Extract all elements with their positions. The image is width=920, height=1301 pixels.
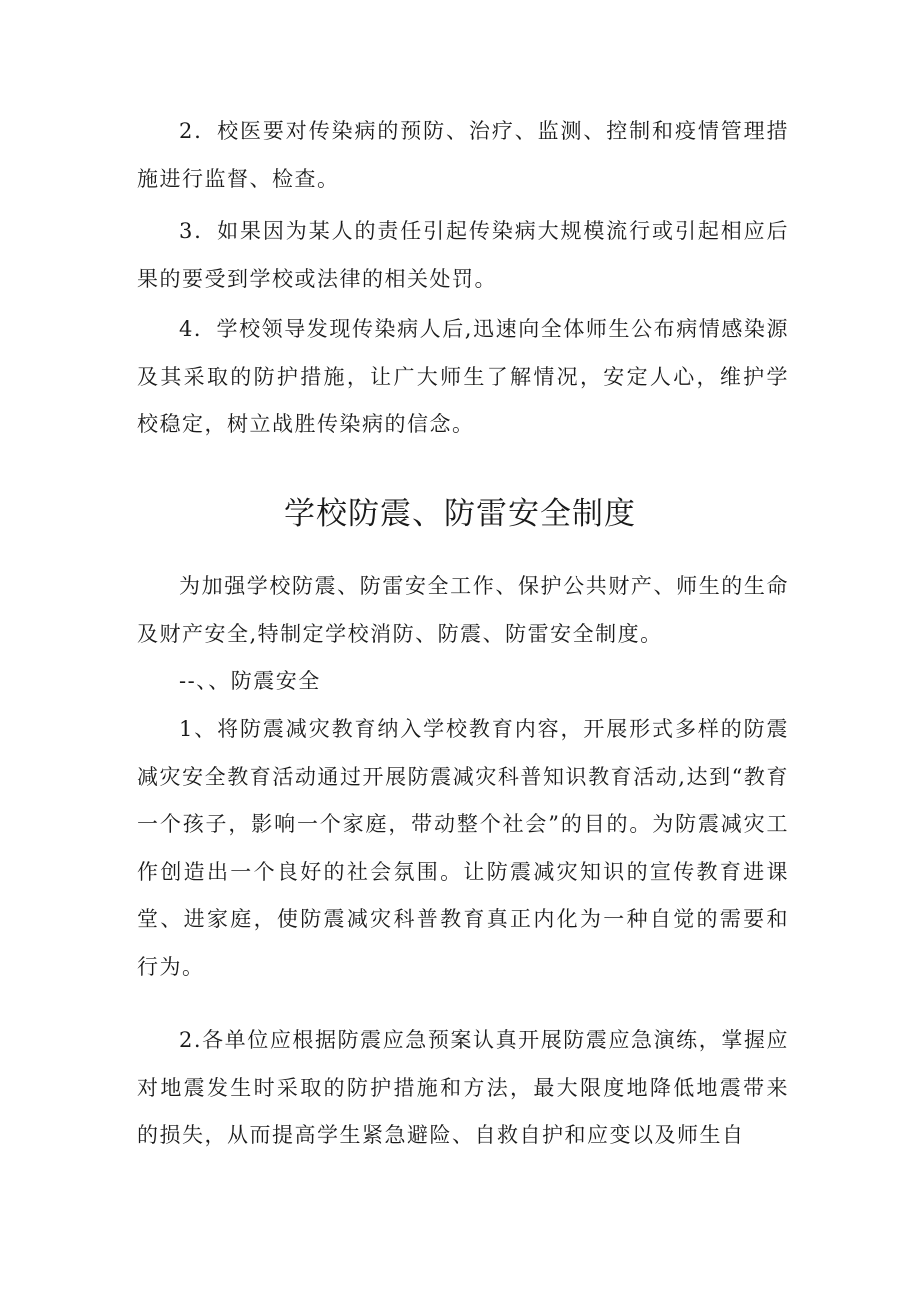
subheading-earthquake-safety: --、、防震安全 bbox=[179, 669, 321, 693]
paragraph-intro: 为加强学校防震、防雷安全工作、保护公共财产、师生的生命及财产安全,特制定学校消防、防震、防雷安全制度。 bbox=[137, 574, 789, 646]
paragraph-item-1-education: 1、将防震减灾教育纳入学校教育内容，开展形式多样的防震减灾安全教育活动通过开展防震减灾科普知识教育活动,达到“教育一个孩子，影响一个家庭，带动整个社会”的目的。为防震减灾工作创造出一个良好的社会氛围。让防震减灾知识的宣传教育进课堂、进家庭，使防震减灾科普教育真正内化为一种自觉的需要和行为。 bbox=[137, 717, 789, 979]
paragraph-item-2-school-doctor: 2．校医要对传染病的预防、治疗、监测、控制和疫情管理措施进行监督、检查。 bbox=[137, 119, 789, 191]
paragraph-item-4-leadership: 4．学校领导发现传染病人后,迅速向全体师生公布病情感染源及其采取的防护措施，让广大师生了解情况，安定人心，维护学校稳定，树立战胜传染病的信念。 bbox=[137, 317, 789, 436]
paragraph-item-3-responsibility: 3．如果因为某人的责任引起传染病大规模流行或引起相应后果的要受到学校或法律的相关处罚。 bbox=[137, 219, 789, 291]
paragraph-item-2-drill: 2.各单位应根据防震应急预案认真开展防震应急演练，掌握应对地震发生时采取的防护措施和方法，最大限度地降低地震带来的损失，从而提高学生紧急避险、自救自护和应变以及师生自 bbox=[137, 1028, 789, 1147]
section-title: 学校防震、防雷安全制度 bbox=[284, 496, 636, 532]
